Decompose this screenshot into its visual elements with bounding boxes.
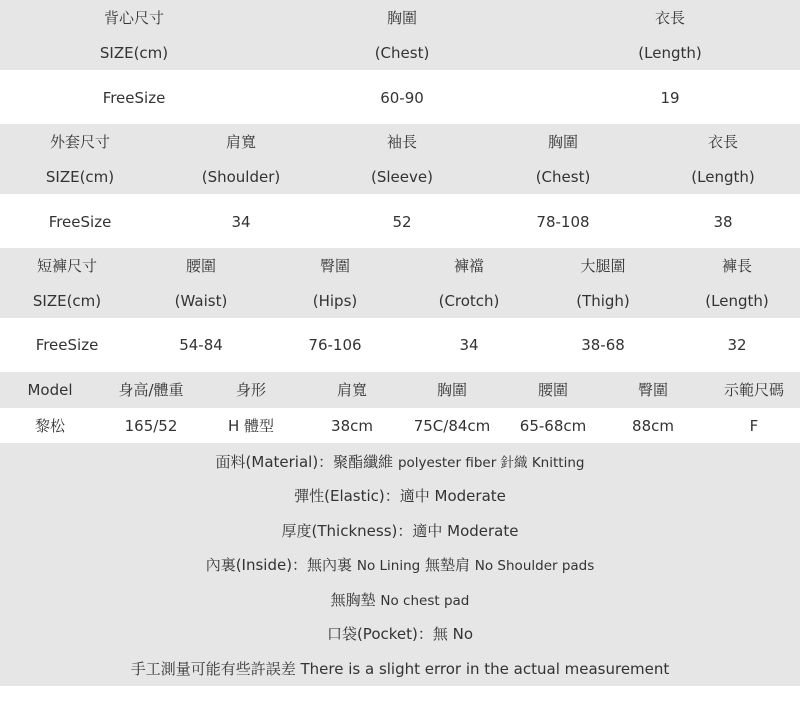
material-label: 面料(Material)：聚酯纖維 xyxy=(215,453,394,471)
inside-lining-value: No Lining xyxy=(356,558,421,574)
jacket-chest-header-en: (Chest) xyxy=(535,168,591,186)
model-name-value: 黎松 xyxy=(34,417,66,435)
shorts-size-header: 短褲尺寸 xyxy=(36,257,98,275)
shorts-length-header-en: (Length) xyxy=(705,292,769,310)
shorts-waist-header-en: (Waist) xyxy=(174,292,228,310)
shorts-length-value: 32 xyxy=(727,336,747,354)
shorts-header-row-en xyxy=(0,284,800,318)
material-notes xyxy=(0,443,800,686)
model-chest-value: 75C/84cm xyxy=(413,417,491,435)
model-name-header: Model xyxy=(27,381,73,399)
model-height-weight-header: 身高/體重 xyxy=(118,381,184,399)
measurement-error-note xyxy=(0,652,800,686)
jacket-chest-value: 78-108 xyxy=(536,213,590,231)
model-height-weight-value: 165/52 xyxy=(124,417,178,435)
vest-chest-header-en: (Chest) xyxy=(374,44,430,62)
shorts-waist-header: 腰圍 xyxy=(185,257,217,275)
shorts-thigh-value: 38-68 xyxy=(581,336,625,354)
vest-header-row-cn xyxy=(0,1,800,35)
shorts-size-header-en: SIZE(cm) xyxy=(32,292,102,310)
jacket-length-header: 衣長 xyxy=(707,133,739,151)
jacket-shoulder-header: 肩寬 xyxy=(225,133,257,151)
model-waist-value: 65-68cm xyxy=(519,417,587,435)
model-value-row xyxy=(0,409,800,443)
jacket-shoulder-value: 34 xyxy=(231,213,251,231)
jacket-chest-header: 胸圍 xyxy=(547,133,579,151)
vest-value-row xyxy=(0,81,800,115)
jacket-header-row-cn xyxy=(0,125,800,159)
model-shoulder-value: 38cm xyxy=(331,417,373,435)
model-size-value: F xyxy=(749,417,759,435)
shorts-crotch-header: 褲襠 xyxy=(453,257,485,275)
vest-chest-value: 60-90 xyxy=(380,89,424,107)
shorts-length-header: 褲長 xyxy=(721,257,753,275)
measurement-error-value: There is a slight error in the actual measurement xyxy=(300,660,670,678)
jacket-size-value: FreeSize xyxy=(48,213,112,231)
vest-size-header-en: SIZE(cm) xyxy=(99,44,169,62)
vest-header-row-en xyxy=(0,36,800,70)
model-size-header: 示範尺碼 xyxy=(723,381,785,399)
shorts-thigh-header-en: (Thigh) xyxy=(576,292,630,310)
jacket-size-header-en: SIZE(cm) xyxy=(45,168,115,186)
jacket-sleeve-header-en: (Sleeve) xyxy=(371,168,433,186)
jacket-shoulder-header-en: (Shoulder) xyxy=(201,168,281,186)
vest-length-header: 衣長 xyxy=(654,9,686,27)
jacket-sleeve-header: 袖長 xyxy=(386,133,418,151)
shorts-crotch-header-en: (Crotch) xyxy=(438,292,500,310)
shoulder-pad-label: 無墊肩 xyxy=(424,556,470,574)
jacket-length-value: 38 xyxy=(713,213,733,231)
chest-pad-note xyxy=(0,583,800,617)
model-shoulder-header: 肩寬 xyxy=(336,381,368,399)
inside-label: 內裏(Inside)：無內裏 xyxy=(205,556,353,574)
model-waist-header: 腰圍 xyxy=(537,381,569,399)
jacket-size-header: 外套尺寸 xyxy=(49,133,111,151)
shorts-hips-value: 76-106 xyxy=(308,336,362,354)
model-body-type-value: H 體型 xyxy=(227,417,275,435)
model-header-row xyxy=(0,373,800,407)
vest-length-value: 19 xyxy=(660,89,680,107)
model-hips-header: 臀圍 xyxy=(637,381,669,399)
model-hips-value: 88cm xyxy=(632,417,674,435)
shorts-header-row-cn xyxy=(0,249,800,283)
shoulder-pad-value: No Shoulder pads xyxy=(474,558,595,574)
model-chest-header: 胸圍 xyxy=(436,381,468,399)
material-note xyxy=(0,445,800,479)
jacket-length-header-en: (Length) xyxy=(691,168,755,186)
pocket-note: 口袋(Pocket)：無 No xyxy=(326,625,474,643)
model-body-type-header: 身形 xyxy=(235,381,267,399)
chest-pad-value: No chest pad xyxy=(380,593,470,609)
vest-size-header: 背心尺寸 xyxy=(103,9,165,27)
material-value: polyester fiber 針織 Knitting xyxy=(397,455,585,471)
jacket-value-row xyxy=(0,205,800,239)
jacket-sleeve-value: 52 xyxy=(392,213,412,231)
shorts-hips-header: 臀圍 xyxy=(319,257,351,275)
shorts-crotch-value: 34 xyxy=(459,336,479,354)
shorts-hips-header-en: (Hips) xyxy=(312,292,358,310)
elastic-note: 彈性(Elastic)：適中 Moderate xyxy=(294,487,506,505)
shorts-waist-value: 54-84 xyxy=(179,336,223,354)
measurement-error-label: 手工測量可能有些許誤差 xyxy=(130,660,296,678)
vest-length-header-en: (Length) xyxy=(638,44,702,62)
shorts-size-value: FreeSize xyxy=(35,336,99,354)
shorts-value-row xyxy=(0,328,800,362)
jacket-header-row-en xyxy=(0,160,800,194)
vest-size-value: FreeSize xyxy=(102,89,166,107)
shorts-thigh-header: 大腿圍 xyxy=(580,257,626,275)
vest-chest-header: 胸圍 xyxy=(386,9,418,27)
inside-note xyxy=(0,548,800,582)
thickness-note: 厚度(Thickness)：適中 Moderate xyxy=(281,522,519,540)
chest-pad-label: 無胸墊 xyxy=(330,591,376,609)
